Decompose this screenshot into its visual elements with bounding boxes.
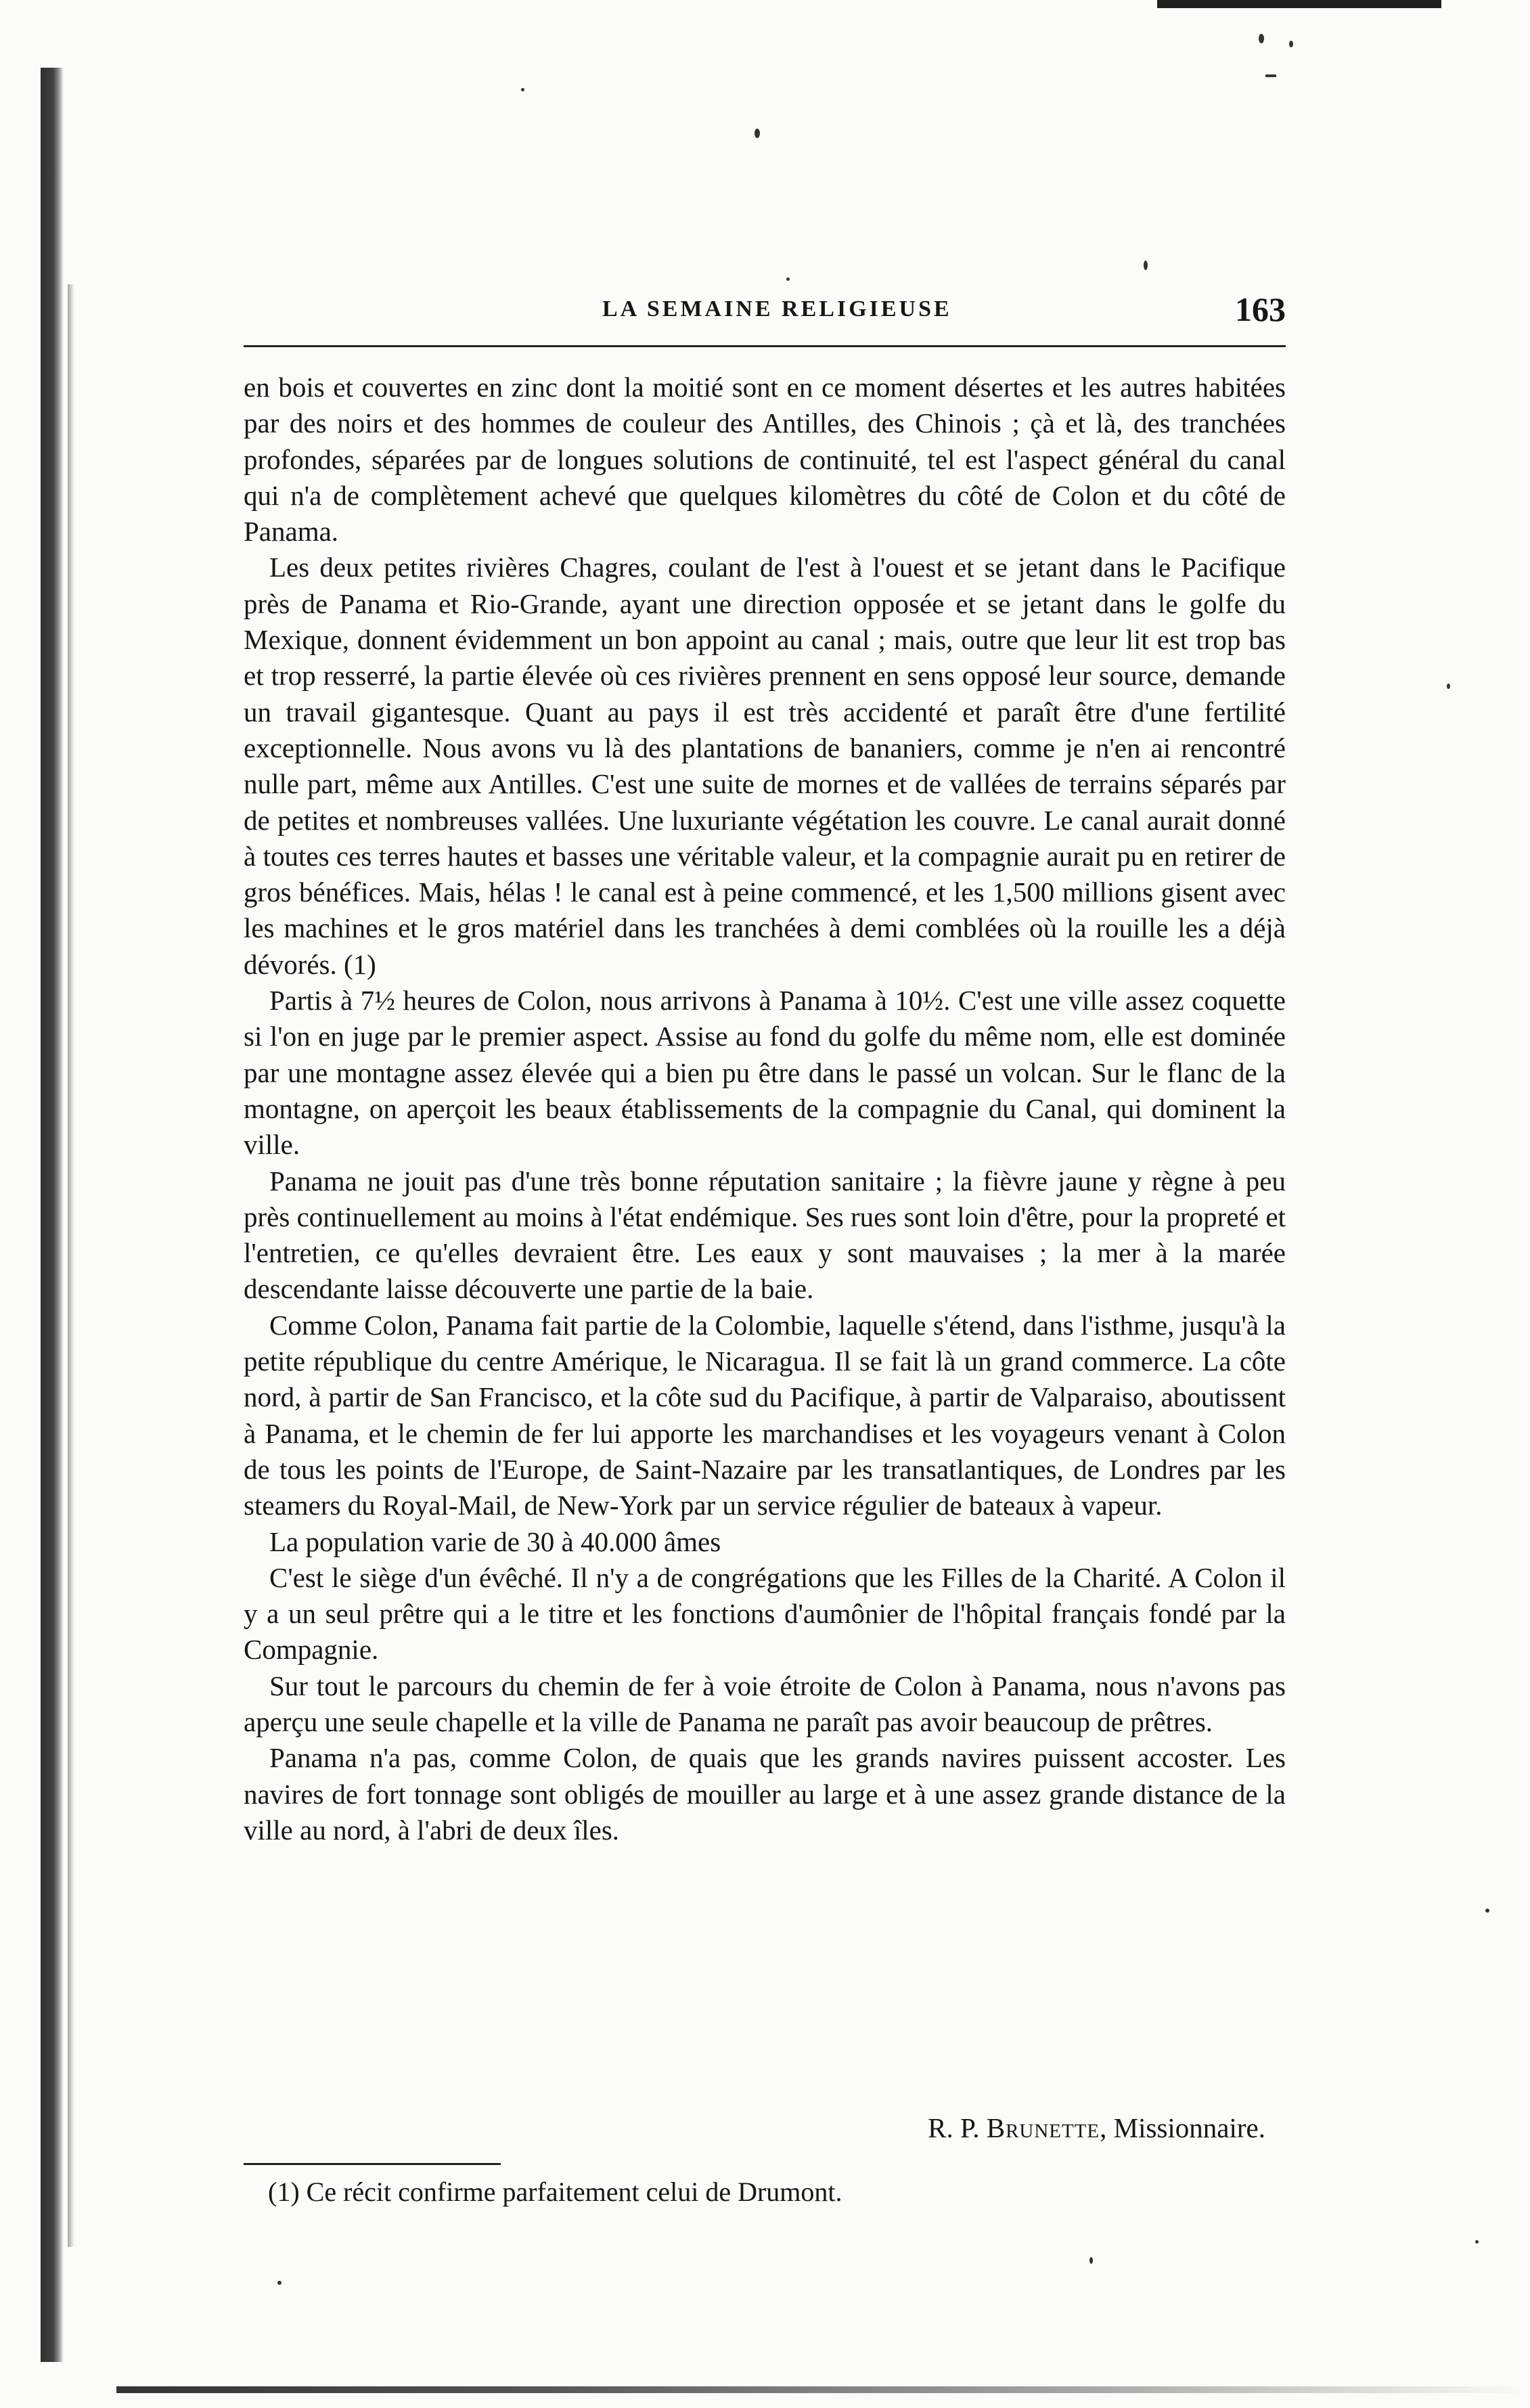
ink-speck bbox=[1485, 1909, 1489, 1913]
ink-speck bbox=[1089, 2257, 1093, 2264]
paragraph: en bois et couvertes en zinc dont la moitié sont en ce moment désertes et les autres habitées par des noirs et des hommes de couleur des Antilles, des Chinois ; çà et là, des tranchées profondes, séparées par de longues solutions de continuité, tel est l'aspect général du canal qui n'a de complètement achevé que quelques kilomètres du côté de Colon et du côté de Panama. bbox=[244, 372, 1286, 548]
ink-speck bbox=[1144, 261, 1148, 270]
body-text bbox=[244, 370, 1286, 1848]
footnote: (1) Ce récit confirme parfaitement celui de Drumont. bbox=[268, 2177, 842, 2207]
author-signature bbox=[805, 2110, 1265, 2146]
ink-speck bbox=[1259, 34, 1264, 43]
paragraph: La population varie de 30 à 40.000 âmes bbox=[269, 1525, 721, 1557]
top-edge-mark bbox=[1157, 0, 1441, 8]
page-header bbox=[244, 290, 1286, 337]
author-name: Brunette bbox=[986, 2112, 1100, 2143]
paragraph: Sur tout le parcours du chemin de fer à voie étroite de Colon à Panama, nous n'avons pas aperçu une seule chapelle et la ville de Panama ne paraît pas avoir beaucoup de prêtres. bbox=[244, 1670, 1286, 1737]
header-rule bbox=[244, 345, 1286, 347]
page-binding-edge bbox=[41, 68, 64, 2362]
author-role: , Missionnaire. bbox=[1100, 2112, 1265, 2143]
footnote-rule bbox=[244, 2163, 501, 2165]
author-initials: R. P. bbox=[928, 2112, 980, 2143]
ink-speck bbox=[786, 277, 790, 281]
paragraph: Comme Colon, Panama fait partie de la Colombie, laquelle s'étend, dans l'isthme, jusqu'à la petite république du centre Amérique, le Nicaragua. Il se fait là un grand commerce. La côte nord, à partir de San Francisco, et la côte sud du Pacifique, à partir de Valparaiso, aboutissent à Panama, et le chemin de fer lui apporte les marchandises et les voyageurs venant à Colon de tous les points de l'Europe, de Saint-Nazaire par les transatlantiques, de Londres par les steamers du Royal-Mail, de New-York par un service régulier de bateaux à vapeur. bbox=[244, 1309, 1286, 1521]
ink-speck bbox=[1265, 74, 1276, 77]
ink-speck bbox=[755, 129, 760, 138]
ink-speck bbox=[277, 2281, 282, 2285]
page-binding-shadow bbox=[68, 284, 74, 2247]
ink-speck bbox=[1447, 684, 1450, 689]
page-number: 163 bbox=[1235, 290, 1286, 328]
bottom-edge-mark bbox=[116, 2386, 1530, 2393]
ink-speck bbox=[1289, 41, 1293, 47]
paragraph: C'est le siège d'un évêché. Il n'y a de congrégations que les Filles de la Charité. A Colon il y a un seul prêtre qui a le titre et les fonctions d'aumônier de l'hôpital français fondé par la Compagnie. bbox=[244, 1561, 1286, 1666]
paragraph: Panama n'a pas, comme Colon, de quais que les grands navires puissent accoster. Les navires de fort tonnage sont obligés de mouiller au large et à une assez grande distance de la ville au nord, à l'abri de deux îles. bbox=[244, 1742, 1286, 1846]
running-title: LA SEMAINE RELIGIEUSE bbox=[602, 296, 952, 321]
ink-speck bbox=[1475, 2240, 1479, 2244]
ink-speck bbox=[521, 88, 524, 91]
paragraph: Partis à 7½ heures de Colon, nous arrivons à Panama à 10½. C'est une ville assez coquette si l'on en juge par le premier aspect. Assise au fond du golfe du même nom, elle est dominée par une montagne assez élevée qui a bien pu être dans le passé un volcan. Sur le flanc de la montagne, on aperçoit les beaux établissements de la compagnie du Canal, qui dominent la ville. bbox=[244, 985, 1286, 1161]
paragraph: Panama ne jouit pas d'une très bonne réputation sanitaire ; la fièvre jaune y règne à peu près continuellement au moins à l'état endémique. Ses rues sont loin d'être, pour la propreté et l'entretien, ce qu'elles devraient être. Les eaux y sont mauvaises ; la mer à la marée descendante laisse découverte une partie de la baie. bbox=[244, 1165, 1286, 1305]
paragraph: Les deux petites rivières Chagres, coulant de l'est à l'ouest et se jetant dans le Pacifique près de Panama et Rio-Grande, ayant une direction opposée et se jetant dans le golfe du Mexique, donnent évidemment un bon appoint au canal ; mais, outre que leur lit est trop bas et trop resserré, la partie élevée où ces rivières prennent en sens opposé leur source, demande un travail gigantesque. Quant au pays il est très accidenté et paraît être d'une fertilité exceptionnelle. Nous avons vu là des plantations de bananiers, comme je n'en ai rencontré nulle part, même aux Antilles. C'est une suite de mornes et de vallées de terrains séparés par de petites et nombreuses vallées. Une luxuriante végétation les couvre. Le canal aurait donné à toutes ces terres hautes et basses une véritable valeur, et la compagnie aurait pu en retirer de gros bénéfices. Mais, hélas ! le canal est à peine commencé, et les 1,500 millions gisent avec les machines et le gros matériel dans les tranchées à demi comblées où la rouille les a déjà dévorés. (1) bbox=[244, 552, 1286, 980]
